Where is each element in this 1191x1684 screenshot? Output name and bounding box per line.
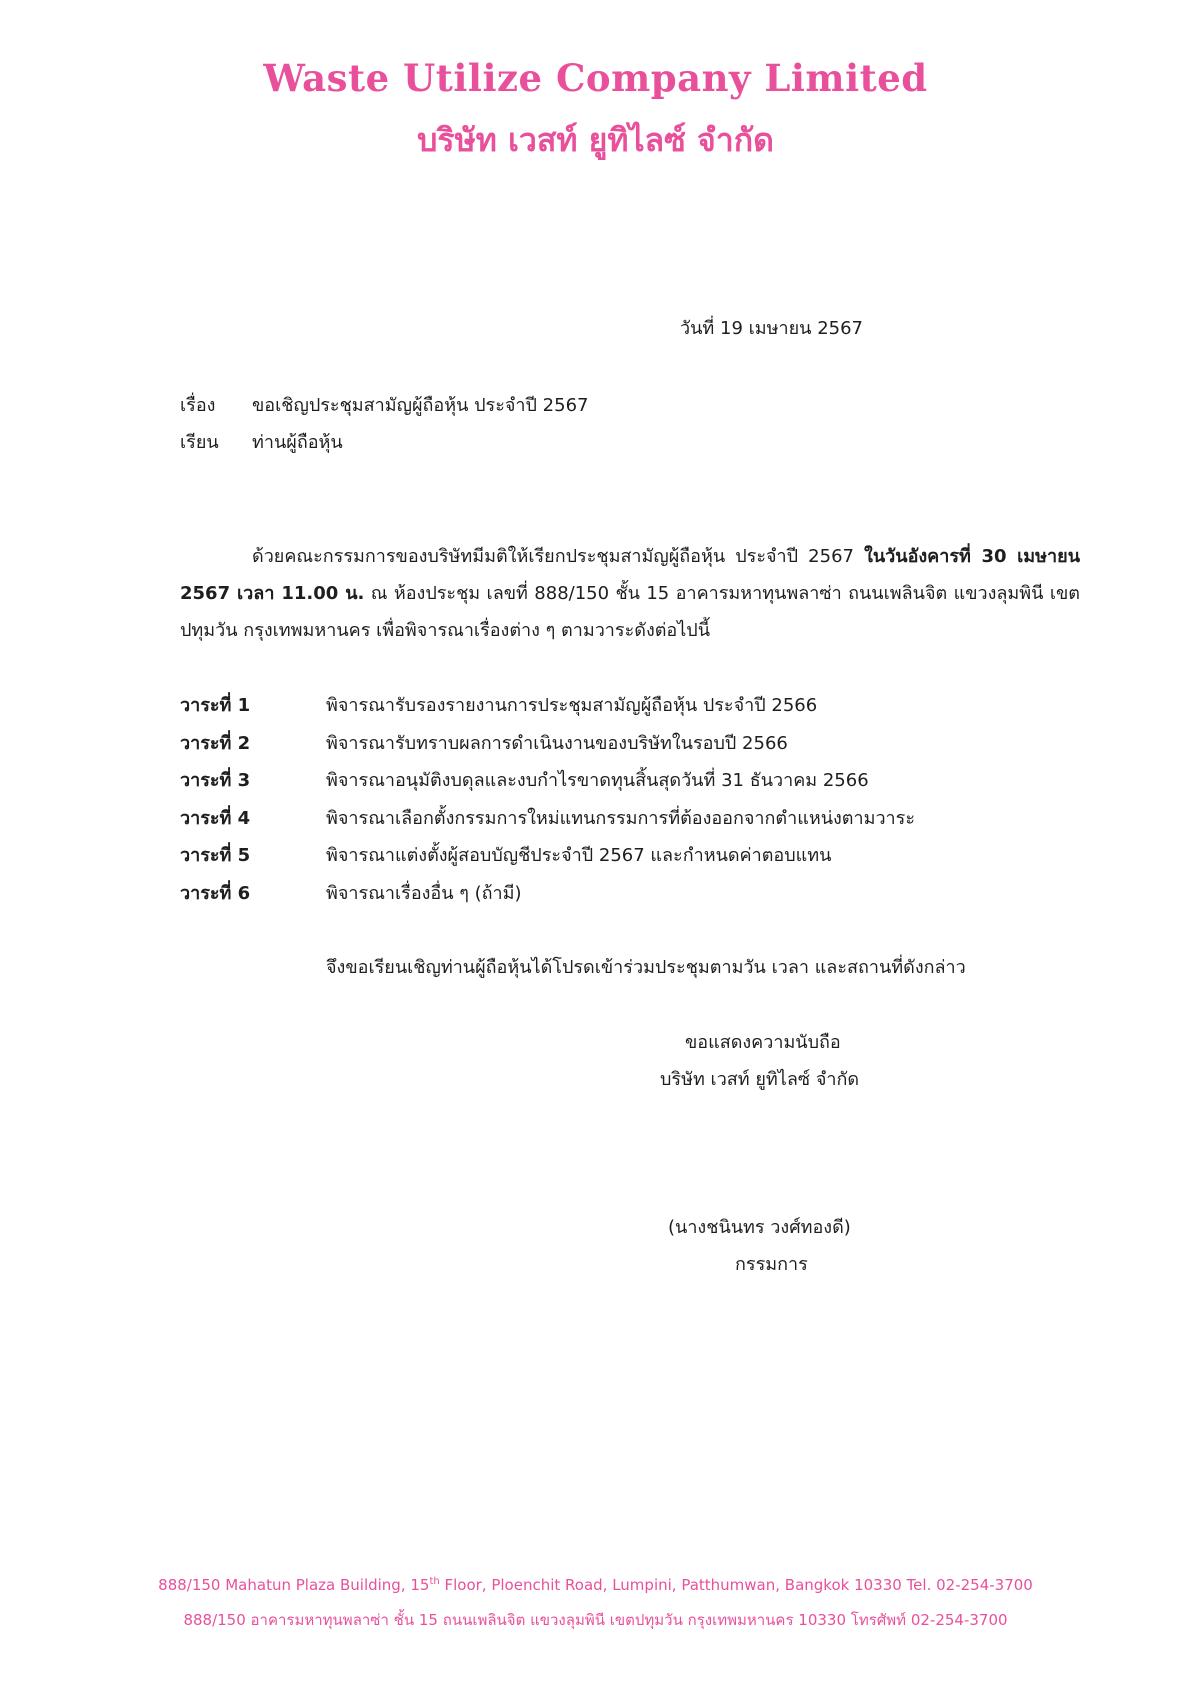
agenda-item-label: วาระที่ 2 [180,732,251,754]
footer-en-part2: Floor, Ploenchit Road, Lumpini, Patthumwan, Bangkok 10330 Tel. 02-254-3700 [439,1576,1033,1594]
agenda-item-label: วาระที่ 6 [180,882,251,904]
body-text-part2: ณ ห้องประชุม เลขที่ 888/150 ชั้น 15 อาคารมหาทุนพลาซ่า ถนนเพลินจิต แขวงลุมพินี เขตปทุมวัน กรุงเทพมหานคร เพื่อพิจารณาเรื่องต่าง ๆ ตามวาระดังต่อไปนี้ [180,583,1080,641]
footer-address-en [0,1576,1191,1594]
agenda-item-text: พิจารณาเรื่องอื่น ๆ (ถ้ามี) [326,882,522,904]
agenda-item-text: พิจารณาอนุมัติงบดุลและงบกำไรขาดทุนสิ้นสุดวันที่ 31 ธันวาคม 2566 [326,770,869,792]
signature-name: (นางชนินทร วงศ์ทองดี) [668,1217,851,1238]
agenda-item [180,728,1080,766]
subject-label: เรื่อง [180,395,216,416]
signature-position: กรรมการ [735,1254,808,1275]
agenda-item [180,765,1080,803]
agenda-item-text: พิจารณาเลือกตั้งกรรมการใหม่แทนกรรมการที่ต้องออกจากตำแหน่งตามวาระ [326,807,915,829]
signature-regards: ขอแสดงความนับถือ [685,1032,841,1053]
footer-en-part1: 888/150 Mahatun Plaza Building, 15 [158,1576,430,1594]
signature-company: บริษัท เวสท์ ยูทิไลซ์ จำกัด [660,1069,860,1090]
agenda-item [180,878,1080,916]
agenda-item-label: วาระที่ 5 [180,845,251,867]
body-meeting-datetime: ในวันอังคารที่ 30 เมษายน 2567 เวลา 11.00 น. [180,546,1080,604]
footer-en-sup: th [429,1576,440,1587]
letterhead-company-en: Waste Utilize Company Limited [263,56,928,100]
agenda-item-label: วาระที่ 3 [180,770,251,792]
subject-text: ขอเชิญประชุมสามัญผู้ถือหุ้น ประจำปี 2567 [252,395,589,416]
agenda-item [180,803,1080,841]
footer-address-th: 888/150 อาคารมหาทุนพลาซ่า ชั้น 15 ถนนเพลินจิต แขวงลุมพินี เขตปทุมวัน กรุงเทพมหานคร 10330 โทรศัพท์ 02-254-3700 [183,1611,1008,1629]
agenda-item-text: พิจารณารับทราบผลการดำเนินงานของบริษัทในรอบปี 2566 [326,732,788,754]
agenda-item-label: วาระที่ 1 [180,695,251,716]
body-text-part1: ด้วยคณะกรรมการของบริษัทมีมติให้เรียกประชุมสามัญผู้ถือหุ้น ประจำปี 2567 [252,546,865,567]
agenda-item-label: วาระที่ 4 [180,807,251,829]
agenda-list [180,690,1080,916]
body-paragraph [180,538,1080,649]
agenda-item [180,840,1080,878]
recipient-text: ท่านผู้ถือหุ้น [252,432,343,453]
agenda-item-text: พิจารณารับรองรายงานการประชุมสามัญผู้ถือหุ้น ประจำปี 2566 [326,695,818,716]
letter-date: วันที่ 19 เมษายน 2567 [680,318,863,339]
agenda-item-text: พิจารณาแต่งตั้งผู้สอบบัญชีประจำปี 2567 และกำหนดค่าตอบแทน [326,845,832,867]
letterhead-company-th: บริษัท เวสท์ ยูทิไลซ์ จำกัด [417,121,774,159]
recipient-label: เรียน [180,432,219,453]
closing-sentence: จึงขอเรียนเชิญท่านผู้ถือหุ้นได้โปรดเข้าร่วมประชุมตามวัน เวลา และสถานที่ดังกล่าว [326,957,966,978]
agenda-item [180,690,1080,728]
